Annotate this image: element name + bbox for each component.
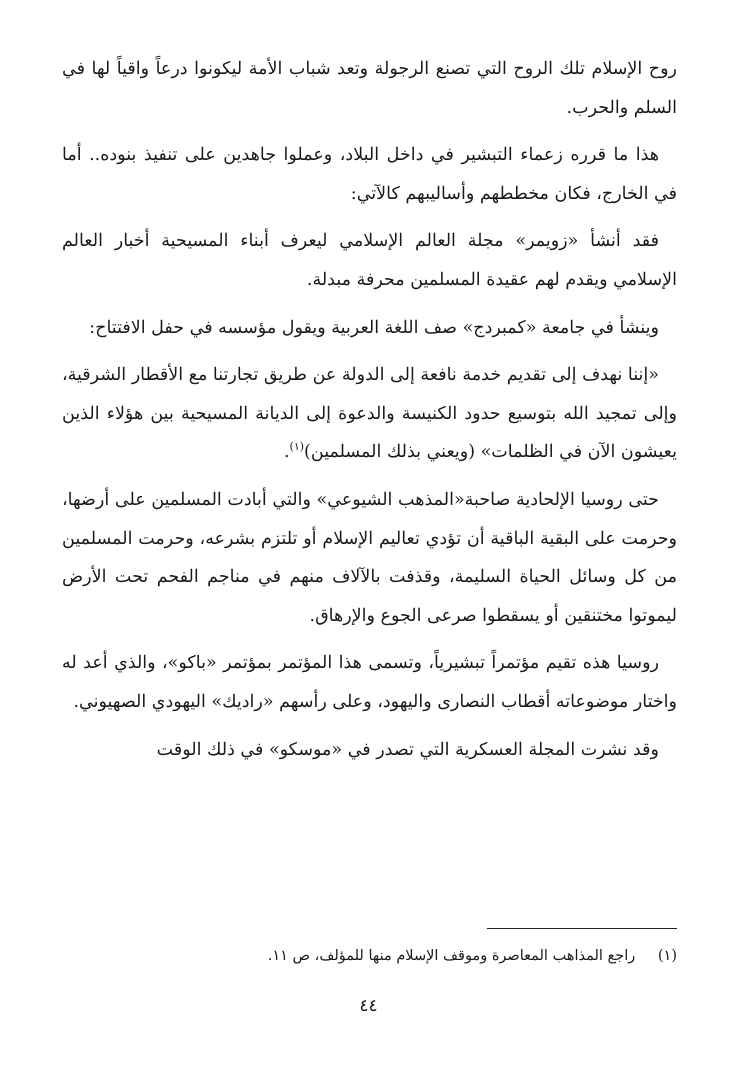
- footnote-reference[interactable]: (١): [289, 440, 305, 454]
- paragraph-2-text: هذا ما قرره زعماء التبشير في داخل البلاد، وعملوا جاهدين على تنفيذ بنوده.. أما في الخارج، فكان مخططهم وأساليبهم كالآتي:: [62, 145, 677, 204]
- body-text: [62, 50, 677, 778]
- paragraph-5-quote: [62, 356, 677, 472]
- footnote: [62, 944, 677, 968]
- paragraph-1: [62, 50, 677, 127]
- paragraph-1-text: روح الإسلام تلك الروح التي تصنع الرجولة وتعد شباب الأمة ليكونوا درعاً واقياً لها في السلم والحرب.: [62, 59, 677, 118]
- paragraph-8-text: وقد نشرت المجلة العسكرية التي تصدر في «موسكو» في ذلك الوقت: [156, 739, 659, 760]
- paragraph-3-text: فقد أنشأ «زويمر» مجلة العالم الإسلامي ليعرف أبناء المسيحية أخبار العالم الإسلامي ويقدم لهم عقيدة المسلمين محرفة مبدلة.: [62, 231, 677, 290]
- paragraph-7-text: روسيا هذه تقيم مؤتمراً تبشيرياً، وتسمى هذا المؤتمر بمؤتمر «باكو»، والذي أعد له واختار موضوعاته أقطاب النصارى واليهود، وعلى رأسهم «راديك» اليهودي الصهيوني.: [62, 653, 677, 712]
- paragraph-4: [62, 309, 677, 348]
- page-number: ٤٤: [359, 996, 378, 1016]
- paragraph-5-tail: .: [283, 442, 290, 463]
- paragraph-4-text: وينشأ في جامعة «كمبردج» صف اللغة العربية ويقول مؤسسه في حفل الافتتاح:: [89, 317, 659, 338]
- paragraph-5-text: «إننا نهدف إلى تقديم خدمة نافعة إلى الدولة عن طريق تجارتنا مع الأقطار الشرقية، وإلى تمجيد الله بتوسيع حدود الكنيسة والدعوة إلى الديانة المسيحية بين هؤلاء الذين يعيشون الآن في الظلمات» (ويعني بذلك المسلمين): [62, 365, 677, 463]
- paragraph-3: [62, 222, 677, 299]
- paragraph-6: [62, 481, 677, 635]
- paragraph-6-text: حتى روسيا الإلحادية صاحبة«المذهب الشيوعي» والتي أبادت المسلمين على أرضها، وحرمت على البقية الباقية أن تؤدي تعاليم الإسلام أو تلتزم بشرعه، وحرمت المسلمين من كل وسائل الحياة السليمة، وقذفت بالآلاف منهم في مناجم الفحم تحت الأرض ليموتوا مختنقين أو يسقطوا صرعى الجوع والإرهاق.: [62, 489, 677, 626]
- footnote-divider: [487, 928, 677, 929]
- paragraph-8: [62, 731, 677, 770]
- paragraph-2: [62, 136, 677, 213]
- footnote-text: راجع المذاهب المعاصرة وموقف الإسلام منها للمؤلف، ص ١١.: [267, 948, 636, 964]
- paragraph-7: [62, 644, 677, 721]
- footnote-number: (١): [657, 948, 677, 964]
